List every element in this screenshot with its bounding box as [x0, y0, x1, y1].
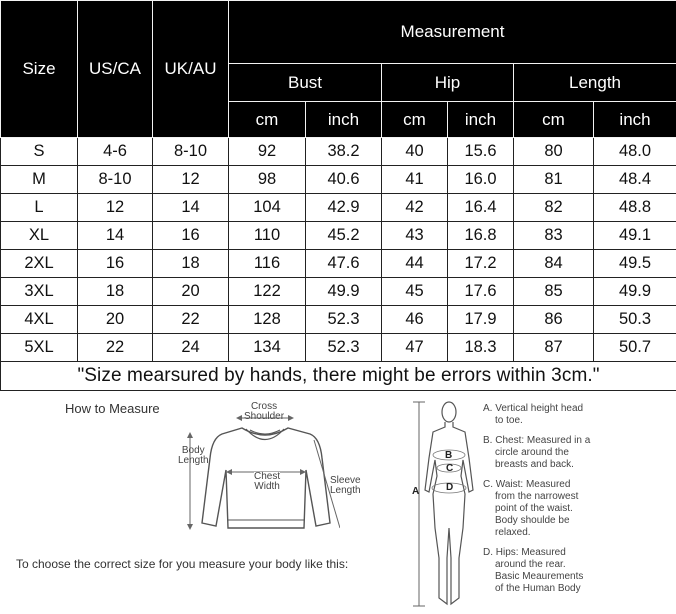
table-cell: 98 — [229, 166, 306, 194]
table-cell: 40 — [382, 138, 448, 166]
table-cell: 83 — [514, 222, 594, 250]
table-cell: 50.7 — [594, 334, 676, 362]
measurement-note: "Size mearsured by hands, there might be errors within 3cm." — [1, 362, 676, 391]
table-cell: 22 — [153, 306, 229, 334]
table-cell: 3XL — [1, 278, 78, 306]
table-cell: 49.1 — [594, 222, 676, 250]
measurement-header: Measurement — [229, 1, 676, 64]
legend-line: around the rear. — [495, 559, 566, 570]
table-row — [1, 250, 676, 278]
figure-letter-d: D — [446, 482, 454, 493]
legend-line: of the Human Body — [495, 583, 581, 594]
table-cell: 5XL — [1, 334, 78, 362]
cross-shoulder-label: Cross Shoulder — [244, 401, 285, 422]
unit-header: inch — [448, 102, 514, 138]
table-cell: 22 — [78, 334, 153, 362]
how-to-measure-instruction: To choose the correct size for you measure your body like this: — [16, 557, 349, 571]
table-cell: 16.8 — [448, 222, 514, 250]
table-cell: 42 — [382, 194, 448, 222]
table-cell: 2XL — [1, 250, 78, 278]
how-to-measure-title: How to Measure — [65, 401, 160, 416]
table-cell: 17.6 — [448, 278, 514, 306]
table-cell: 17.9 — [448, 306, 514, 334]
chest-width-label: Chest Width — [254, 471, 281, 492]
table-cell: 18 — [153, 250, 229, 278]
table-cell: 81 — [514, 166, 594, 194]
table-cell: 80 — [514, 138, 594, 166]
figure-letter-a: A — [412, 486, 420, 497]
legend-item — [483, 435, 668, 471]
table-cell: 48.0 — [594, 138, 676, 166]
table-cell: 45.2 — [306, 222, 382, 250]
legend-item — [483, 479, 668, 539]
table-cell: 41 — [382, 166, 448, 194]
table-row — [1, 334, 676, 362]
table-cell: 134 — [229, 334, 306, 362]
legend-line: point of the waist. — [495, 503, 573, 514]
table-cell: 4XL — [1, 306, 78, 334]
uk-au-header: UK/AU — [153, 1, 229, 138]
legend-line: to toe. — [495, 415, 523, 426]
table-cell: 49.9 — [306, 278, 382, 306]
table-cell: 16.4 — [448, 194, 514, 222]
table-cell: 49.5 — [594, 250, 676, 278]
table-cell: 24 — [153, 334, 229, 362]
table-cell: 42.9 — [306, 194, 382, 222]
table-cell: 52.3 — [306, 306, 382, 334]
legend-line: D. Hips: Measured — [483, 547, 566, 558]
legend-line: relaxed. — [495, 527, 531, 538]
table-row — [1, 194, 676, 222]
table-cell: 17.2 — [448, 250, 514, 278]
table-cell: 14 — [153, 194, 229, 222]
unit-header: inch — [594, 102, 676, 138]
legend-line: Basic Meaurements — [495, 571, 584, 582]
table-cell: 40.6 — [306, 166, 382, 194]
table-cell: 82 — [514, 194, 594, 222]
table-row — [1, 306, 676, 334]
table-cell: L — [1, 194, 78, 222]
table-cell: M — [1, 166, 78, 194]
sleeve-length-label: Sleeve Length — [330, 475, 361, 496]
table-cell: 92 — [229, 138, 306, 166]
unit-header: cm — [382, 102, 448, 138]
table-cell: 18 — [78, 278, 153, 306]
table-cell: 8-10 — [78, 166, 153, 194]
table-cell: 20 — [78, 306, 153, 334]
table-row — [1, 222, 676, 250]
table-cell: 47.6 — [306, 250, 382, 278]
unit-header: cm — [229, 102, 306, 138]
table-cell: 49.9 — [594, 278, 676, 306]
table-cell: 8-10 — [153, 138, 229, 166]
table-cell: 38.2 — [306, 138, 382, 166]
table-cell: 122 — [229, 278, 306, 306]
table-cell: 16.0 — [448, 166, 514, 194]
legend-line: breasts and back. — [495, 459, 574, 470]
table-cell: 14 — [78, 222, 153, 250]
unit-header: inch — [306, 102, 382, 138]
table-cell: 48.8 — [594, 194, 676, 222]
table-cell: 85 — [514, 278, 594, 306]
table-cell: 52.3 — [306, 334, 382, 362]
table-cell: 16 — [78, 250, 153, 278]
table-row — [1, 278, 676, 306]
legend-line: from the narrowest — [495, 491, 579, 502]
table-cell: XL — [1, 222, 78, 250]
table-cell: 4-6 — [78, 138, 153, 166]
table-row — [1, 166, 676, 194]
table-cell: 84 — [514, 250, 594, 278]
table-cell: 12 — [78, 194, 153, 222]
table-cell: 50.3 — [594, 306, 676, 334]
table-cell: 48.4 — [594, 166, 676, 194]
table-cell: 104 — [229, 194, 306, 222]
table-cell: 12 — [153, 166, 229, 194]
table-cell: 46 — [382, 306, 448, 334]
table-cell: 87 — [514, 334, 594, 362]
table-cell: 16 — [153, 222, 229, 250]
table-cell: 116 — [229, 250, 306, 278]
measurement-legend — [483, 403, 668, 603]
figure-letter-b: B — [445, 450, 453, 461]
unit-header: cm — [514, 102, 594, 138]
table-cell: 47 — [382, 334, 448, 362]
body-length-label: Body Length — [178, 445, 209, 466]
legend-line: Body shoulde be — [495, 515, 570, 526]
table-cell: 18.3 — [448, 334, 514, 362]
table-cell: 45 — [382, 278, 448, 306]
table-cell: 15.6 — [448, 138, 514, 166]
table-row — [1, 138, 676, 166]
table-cell: 110 — [229, 222, 306, 250]
legend-item — [483, 403, 668, 427]
us-ca-header: US/CA — [78, 1, 153, 138]
hip-header: Hip — [382, 64, 514, 102]
table-cell: 43 — [382, 222, 448, 250]
table-cell: 128 — [229, 306, 306, 334]
legend-line: C. Waist: Measured — [483, 479, 571, 490]
size-header: Size — [1, 1, 78, 138]
legend-item — [483, 547, 668, 595]
legend-line: B. Chest: Measured in a — [483, 435, 591, 446]
length-header: Length — [514, 64, 676, 102]
figure-letter-c: C — [446, 463, 454, 474]
bust-header: Bust — [229, 64, 382, 102]
table-cell: S — [1, 138, 78, 166]
legend-line: A. Vertical height head — [483, 403, 584, 414]
human-body-figure-icon — [405, 398, 480, 610]
legend-line: circle around the — [495, 447, 569, 458]
table-cell: 44 — [382, 250, 448, 278]
table-cell: 86 — [514, 306, 594, 334]
table-cell: 20 — [153, 278, 229, 306]
